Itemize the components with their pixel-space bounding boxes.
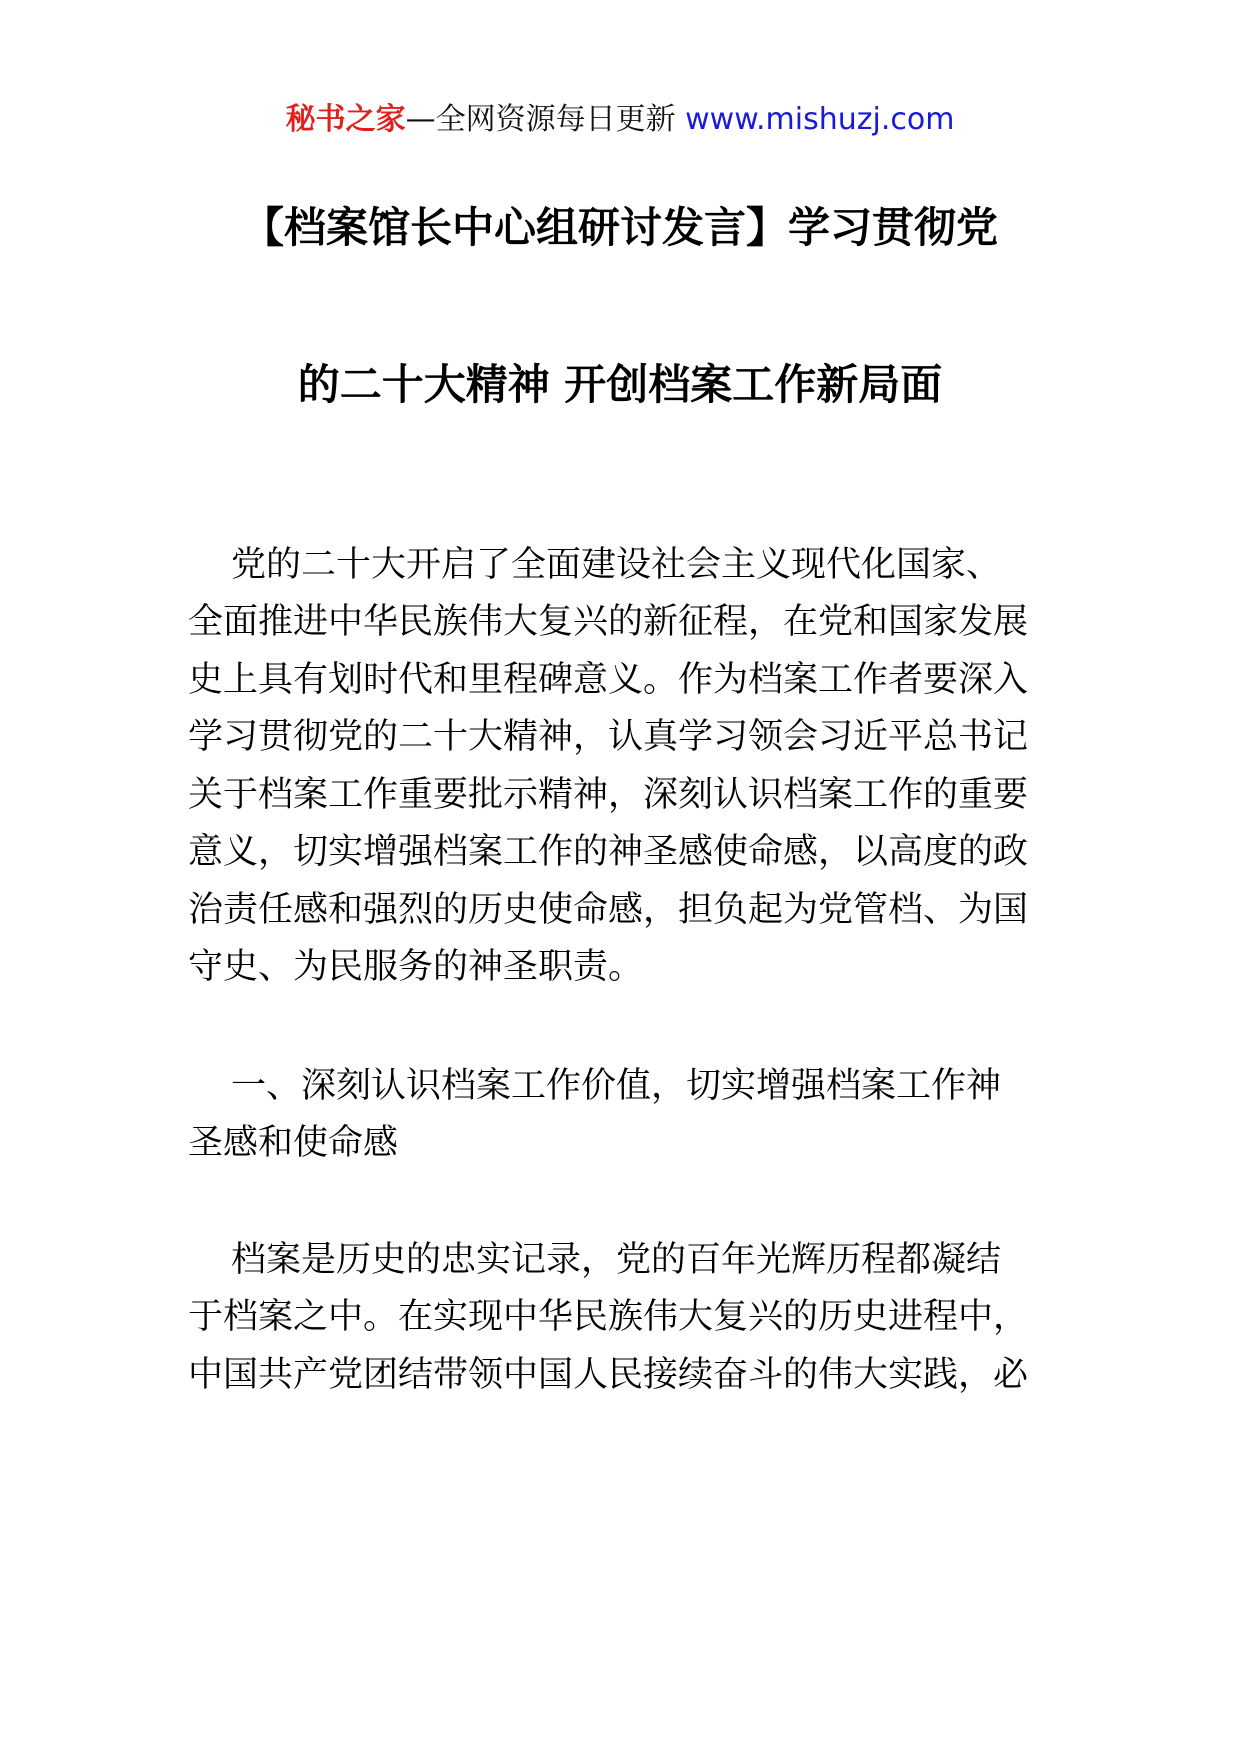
site-url-link[interactable]: www.mishuzj.com <box>685 102 955 137</box>
paragraph-line: 治责任感和强烈的历史使命感，担负起为党管档、为国 <box>188 890 1029 930</box>
site-header <box>0 100 1240 140</box>
section-heading-line: 圣感和使命感 <box>188 1123 399 1163</box>
paragraph-line: 档案是历史的忠实记录，党的百年光辉历程都凝结 <box>231 1240 1002 1280</box>
paragraph-line: 党的二十大开启了全面建设社会主义现代化国家、 <box>231 545 1002 585</box>
site-slogan: —全网资源每日更新 <box>405 102 686 137</box>
section-heading-line: 一、深刻认识档案工作价值，切实增强档案工作神 <box>231 1066 1002 1106</box>
document-title-line-2: 的二十大精神 开创档案工作新局面 <box>297 360 943 409</box>
paragraph-line: 全面推进中华民族伟大复兴的新征程，在党和国家发展 <box>188 602 1029 642</box>
site-brand: 秘书之家 <box>285 102 406 137</box>
paragraph-line: 学习贯彻党的二十大精神，认真学习领会习近平总书记 <box>188 717 1029 757</box>
document-title-line-1: 【档案馆长中心组研讨发言】学习贯彻党 <box>241 203 998 252</box>
paragraph-line: 关于档案工作重要批示精神，深刻认识档案工作的重要 <box>188 775 1029 815</box>
paragraph-line: 守史、为民服务的神圣职责。 <box>188 947 644 987</box>
paragraph-line: 史上具有划时代和里程碑意义。作为档案工作者要深入 <box>188 660 1029 700</box>
paragraph-line: 意义，切实增强档案工作的神圣感使命感，以高度的政 <box>188 832 1029 872</box>
paragraph-line: 于档案之中。在实现中华民族伟大复兴的历史进程中， <box>188 1297 1029 1337</box>
paragraph-line: 中国共产党团结带领中国人民接续奋斗的伟大实践，必 <box>188 1355 1029 1395</box>
